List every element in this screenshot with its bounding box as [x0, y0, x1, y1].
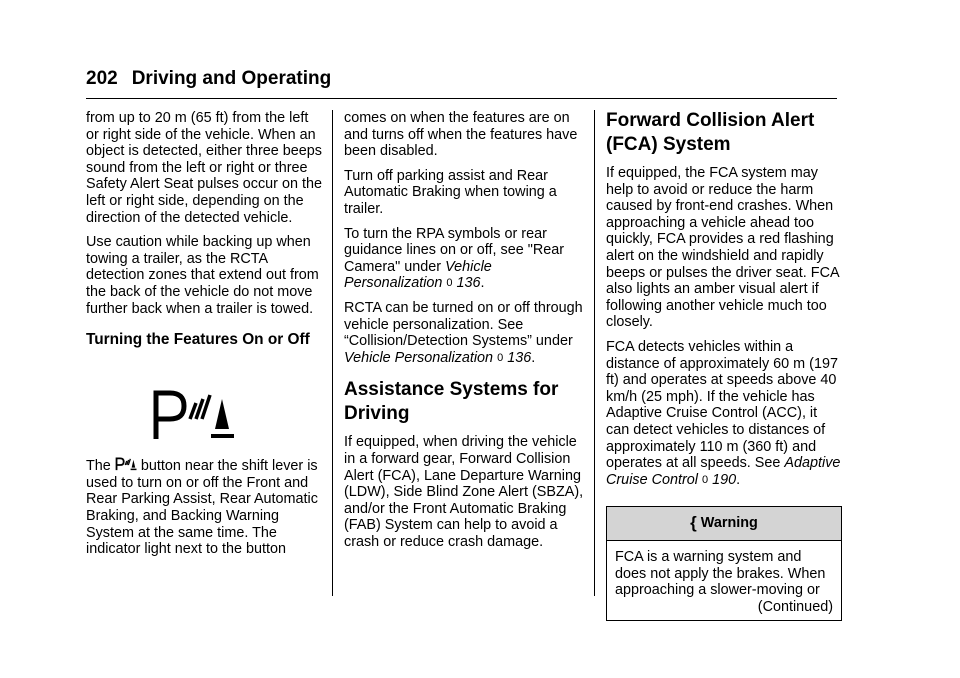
running-header	[86, 68, 331, 90]
warning-icon: {	[690, 513, 697, 533]
header-rule	[86, 98, 837, 99]
warning-body	[607, 541, 841, 619]
section-heading: Turning the Features On or Off	[86, 331, 310, 349]
paragraph: To turn the RPA symbols or rear guidance lines on or off, see "Rear Camera" under Vehicle Personalization 0 136.	[344, 225, 565, 292]
page-ref[interactable]: 136	[507, 349, 532, 366]
parking-assist-icon	[150, 389, 236, 441]
column-divider	[332, 110, 333, 596]
warning-header	[607, 507, 841, 541]
parking-assist-icon	[115, 457, 137, 471]
warning-box	[606, 506, 842, 620]
column-2	[344, 110, 584, 558]
column-3	[606, 110, 842, 621]
paragraph: If equipped, when driving the vehicle in a forward gear, Forward Collision Alert (FCA), Lane Departure Warning (LDW), Side Blind Zone Alert (SBZA), and/or the Front Automatic Braking (FAB) System can help to avoid a crash or reduce crash damage.	[344, 434, 584, 550]
parking-assist-figure	[86, 349, 322, 457]
paragraph: from up to 20 m (65 ft) from the left or right side of the vehicle. When an object is detected, either three beeps sound from the left or right or three Safety Alert Seat pulses occur on the left or right side, depending on the direction of the detected vehicle.	[86, 110, 322, 226]
paragraph: The button near the shift lever is used to turn on or off the Front and Rear Parking Assist, Rear Automatic Braking, and Backing Warning System at the same time. The indicator light next to the button	[86, 458, 318, 558]
paragraph: Turn off parking assist and Rear Automatic Braking when towing a trailer.	[344, 167, 557, 217]
section-heading: Assistance Systems for Driving	[344, 379, 559, 425]
continued-label: (Continued)	[757, 599, 833, 616]
page-number: 202	[86, 68, 118, 89]
xref-title: Adaptive Cruise Control	[606, 455, 841, 488]
section-heading: Forward Collision Alert (FCA) System	[606, 110, 815, 155]
paragraph: FCA detects vehicles within a distance of approximately 60 m (197 ft) and operates at speeds above 40 km/h (25 mph). If the vehicle has Adaptive Cruise Control (ACC), it can detect vehicles to distances of approximately 110 m (360 ft) and operates at all speeds. See Adaptive Cruise Control 0 190.	[606, 338, 841, 488]
warning-title: Warning	[700, 515, 758, 532]
paragraph: If equipped, the FCA system may help to avoid or reduce the harm caused by front-end crashes. When approaching a vehicle ahead too quickly, FCA provides a red flashing alert on the windshield and rapidly beeps or pulses the driver seat. FCA also lights an amber visual alert if following another vehicle much too closely.	[606, 165, 839, 331]
page-ref-symbol: 0	[701, 473, 709, 486]
section-title: Driving and Operating	[131, 68, 332, 89]
xref-title: Vehicle Personalization	[344, 258, 492, 292]
paragraph: RCTA can be turned on or off through vehicle personalization. See “Collision/Detection Systems” under Vehicle Personalization 0 136.	[344, 299, 583, 366]
page-ref-symbol: 0	[446, 277, 453, 290]
xref-title: Vehicle Personalization	[344, 349, 494, 366]
paragraph: comes on when the features are on and turns off when the features have been disabled.	[344, 110, 578, 160]
paragraph: Use caution while backing up when towing a trailer, as the RCTA detection zones that extend out from the back of the vehicle do not move further back when a trailer is towed.	[86, 234, 319, 317]
page-ref[interactable]: 136	[456, 275, 481, 292]
page-ref[interactable]: 190	[712, 471, 737, 488]
column-1	[86, 110, 322, 566]
column-divider	[594, 110, 595, 596]
warning-text: FCA is a warning system and does not apply the brakes. When approaching a slower-moving or	[615, 549, 826, 599]
page-ref-symbol: 0	[497, 351, 504, 364]
